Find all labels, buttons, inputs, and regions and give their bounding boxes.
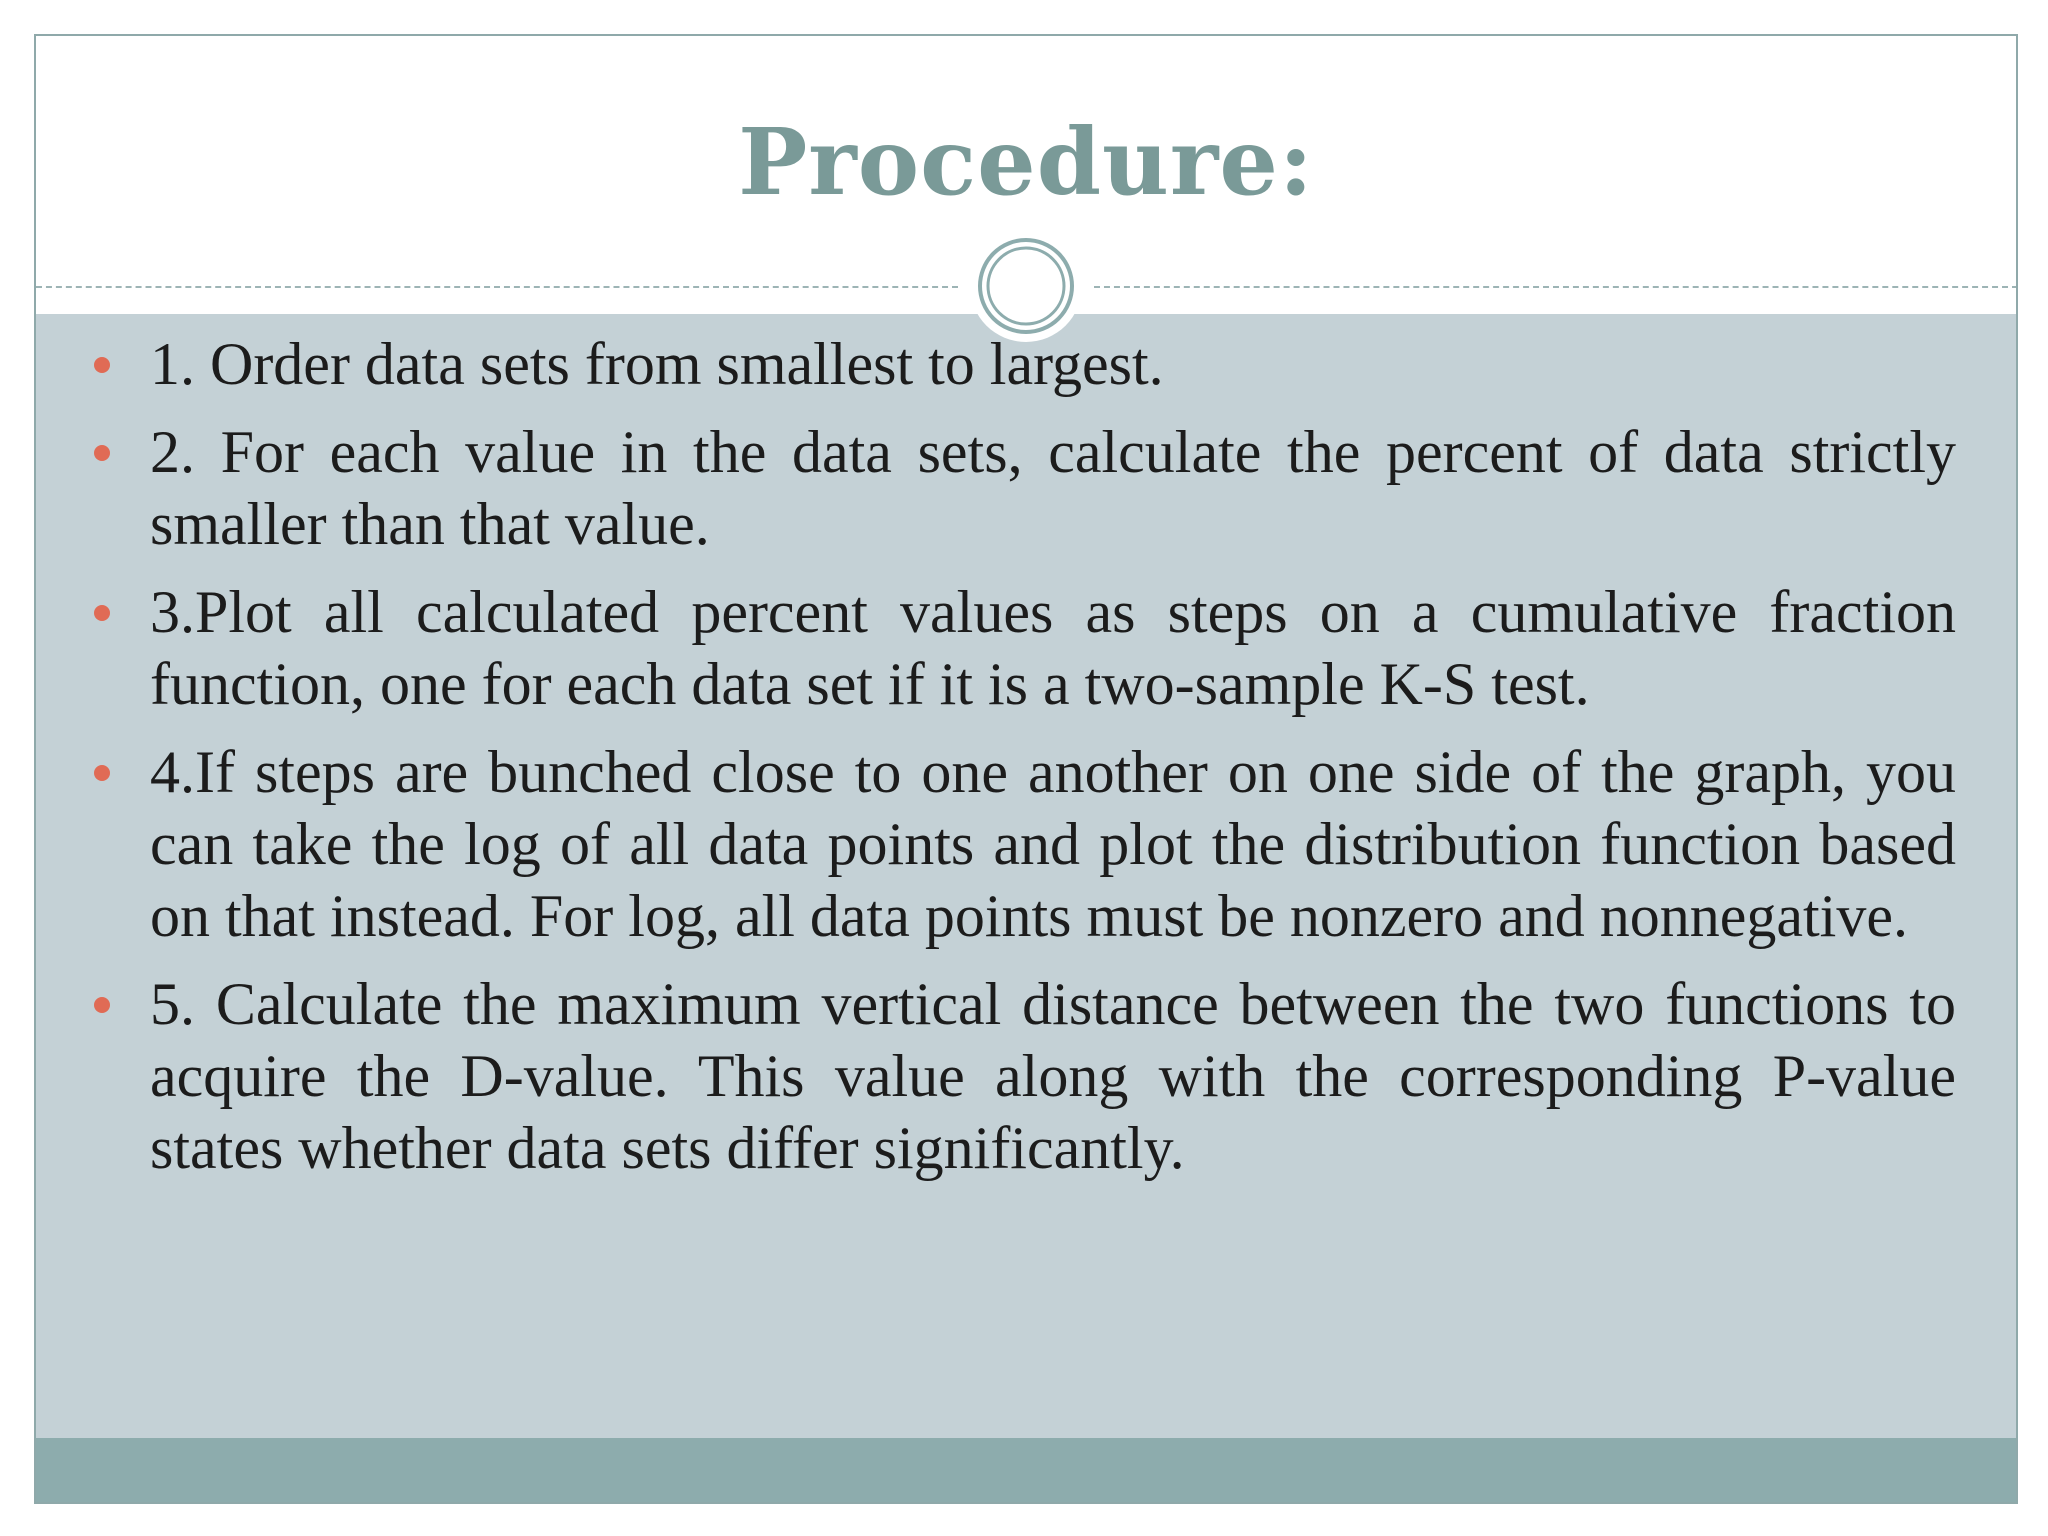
title-divider-left bbox=[36, 286, 958, 288]
footer-bar bbox=[36, 1438, 2016, 1504]
bullet-text: 3.Plot all calculated percent values as steps on a cumulative fraction function, one for each data set if it is a two-sample K-S test. bbox=[150, 579, 1956, 717]
bullet-dot-icon bbox=[94, 357, 110, 373]
list-item bbox=[36, 736, 2016, 952]
bullet-dot-icon bbox=[94, 765, 110, 781]
title-divider-right bbox=[1094, 286, 2018, 288]
bullet-list bbox=[36, 328, 2016, 1200]
list-item bbox=[36, 416, 2016, 560]
circle-ornament-icon bbox=[970, 230, 1082, 342]
bullet-dot-icon bbox=[94, 605, 110, 621]
list-item bbox=[36, 968, 2016, 1184]
bullet-text: 1. Order data sets from smallest to largest. bbox=[150, 331, 1164, 397]
bullet-dot-icon bbox=[94, 997, 110, 1013]
bullet-text: 5. Calculate the maximum vertical distance between the two functions to acquire the D-value. This value along with the corresponding P-value states whether data sets differ significantly. bbox=[150, 971, 1956, 1181]
list-item bbox=[36, 328, 2016, 400]
list-item bbox=[36, 576, 2016, 720]
bullet-text: 2. For each value in the data sets, calculate the percent of data strictly smaller than that value. bbox=[150, 419, 1956, 557]
bullet-dot-icon bbox=[94, 445, 110, 461]
slide-title: Procedure: bbox=[738, 108, 1314, 216]
bullet-text: 4.If steps are bunched close to one another on one side of the graph, you can take the log of all data points and plot the distribution function based on that instead. For log, all data points must be nonzero and nonnegative. bbox=[150, 739, 1956, 949]
slide bbox=[34, 34, 2018, 1504]
